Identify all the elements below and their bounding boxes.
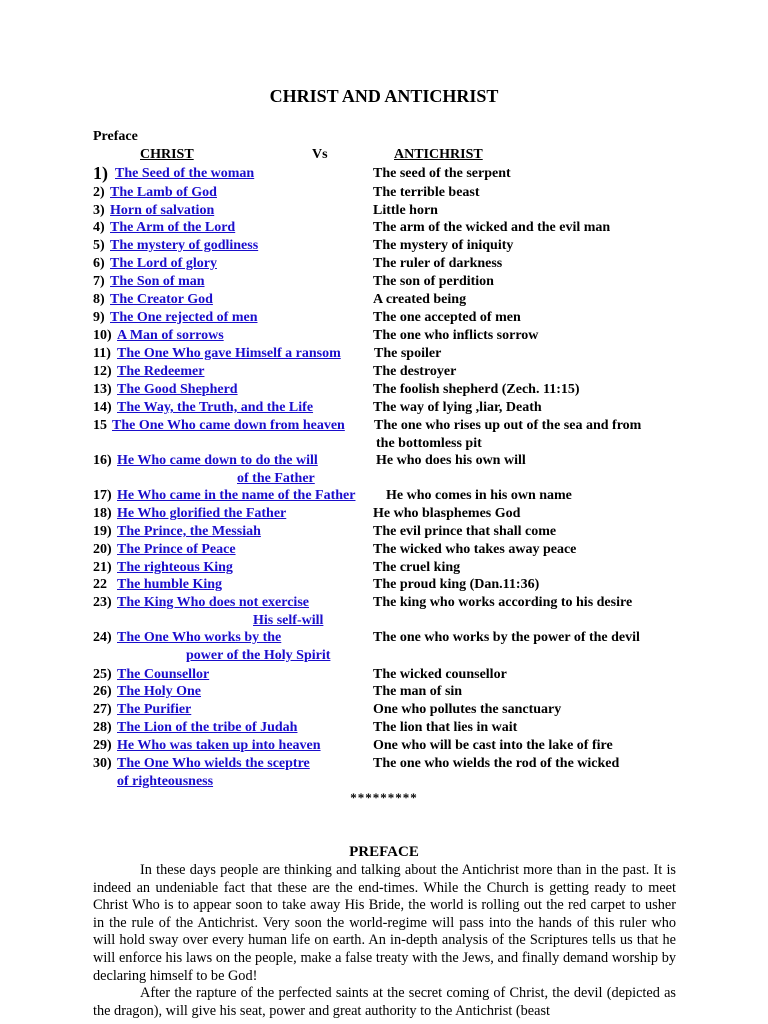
antichrist-title: The ruler of darkness [373,256,503,271]
antichrist-title: The arm of the wicked and the evil man [373,220,611,235]
christ-title-link[interactable]: The Lord of glory [110,256,217,271]
row-number: 27) [93,702,112,717]
antichrist-title: The wicked who takes away peace [373,542,577,557]
row-number: 11) [93,346,111,361]
preface-body [93,862,676,1020]
row-number: 17) [93,488,112,503]
row-number: 5) [93,238,105,253]
row-number: 28) [93,720,112,735]
row-number: 19) [93,524,112,539]
christ-title-link[interactable]: He Who was taken up into heaven [117,738,321,753]
antichrist-title: The son of perdition [373,274,494,289]
row-number: 1) [93,163,108,183]
christ-title-link[interactable]: His self-will [253,613,324,628]
christ-title-link[interactable]: of the Father [237,471,315,486]
christ-title-link[interactable]: The Son of man [110,274,205,289]
antichrist-title: The one who works by the power of the devil [373,630,640,645]
row-number: 21) [93,560,112,575]
christ-title-link[interactable]: The Prince, the Messiah [117,524,261,539]
christ-title-link[interactable]: He Who came down to do the will [117,453,318,468]
christ-title-link[interactable]: A Man of sorrows [117,328,224,343]
christ-title-link[interactable]: The Lion of the tribe of Judah [117,720,298,735]
christ-title-link[interactable]: The Good Shepherd [117,382,238,397]
row-number: 15 [93,418,107,433]
row-number: 25) [93,667,112,682]
row-number: 18) [93,506,112,521]
row-number: 26) [93,684,112,699]
row-number: 4) [93,220,105,235]
christ-title-link[interactable]: He Who glorified the Father [117,506,287,521]
preface-paragraph: In these days people are thinking and talking about the Antichrist more than in the past. It is indeed an undeniable fact that these are the end-times. While the Church is getting ready to meet Christ Who is to appear soon to take away His Bride, the world is rolling out the red carpet to usher in the rule of the Antichrist. Very soon the world-regime will pass into the hands of this ruler who will hold sway over every human life on earth. An in-depth analysis of the Scriptures tells us that he will enforce his laws on the people, make a false treaty with the Jews, and finally demand worship by declaring himself to be God! [93,862,676,984]
document-title: CHRIST AND ANTICHRIST [269,86,499,106]
christ-title-link[interactable]: The Way, the Truth, and the Life [117,400,314,415]
christ-title-link[interactable]: The One Who works by the [117,630,282,645]
antichrist-title: The one who wields the rod of the wicked [373,756,620,771]
antichrist-title: the bottomless pit [376,436,482,451]
christ-title-link[interactable]: The Counsellor [117,667,210,682]
row-number: 12) [93,364,112,379]
christ-title-link[interactable]: The humble King [117,577,223,592]
row-number: 13) [93,382,112,397]
christ-title-link[interactable]: The Seed of the woman [115,166,255,181]
christ-title-link[interactable]: The Lamb of God [110,185,217,200]
section-separator: ********* [350,790,418,805]
antichrist-title: The lion that lies in wait [373,720,518,735]
christ-title-link[interactable]: The Prince of Peace [117,542,236,557]
row-number: 10) [93,328,112,343]
antichrist-title: Little horn [373,203,438,218]
christ-title-link[interactable]: power of the Holy Spirit [186,648,331,663]
christ-title-link[interactable]: The One Who wields the sceptre [117,756,310,771]
antichrist-title: The seed of the serpent [373,166,511,181]
antichrist-title: The wicked counsellor [373,667,507,682]
christ-column-header: CHRIST [140,147,194,162]
antichrist-title: The evil prince that shall come [373,524,557,539]
row-number: 20) [93,542,112,557]
christ-title-link[interactable]: The One Who gave Himself a ransom [117,346,341,361]
antichrist-title: He who does his own will [376,453,526,468]
antichrist-title: The one who rises up out of the sea and from [374,418,642,433]
versus-label: Vs [312,147,328,162]
christ-title-link[interactable]: The One rejected of men [110,310,258,325]
antichrist-title: The destroyer [373,364,457,379]
christ-title-link[interactable]: The Arm of the Lord [110,220,236,235]
antichrist-title: The man of sin [373,684,463,699]
christ-title-link[interactable]: The Creator God [110,292,213,307]
antichrist-title: One who will be cast into the lake of fire [373,738,613,753]
christ-title-link[interactable]: The Redeemer [117,364,205,379]
row-number: 22 [93,577,107,592]
row-number: 30) [93,756,112,771]
row-number: 14) [93,400,112,415]
row-number: 7) [93,274,105,289]
antichrist-title: The proud king (Dan.11:36) [373,577,540,592]
preface-label: Preface [93,129,138,144]
christ-title-link[interactable]: The One Who came down from heaven [112,418,345,433]
row-number: 3) [93,203,105,218]
antichrist-title: The spoiler [374,346,442,361]
christ-title-link[interactable]: The righteous King [117,560,233,575]
antichrist-title: The way of lying ,liar, Death [373,400,542,415]
preface-paragraph: After the rapture of the perfected saints at the secret coming of Christ, the devil (depicted as the dragon), will give his seat, power and great authority to the Antichrist (beast [93,985,676,1019]
row-number: 2) [93,185,105,200]
antichrist-title: A created being [373,292,467,307]
antichrist-column-header: ANTICHRIST [394,147,483,162]
christ-title-link[interactable]: The Holy One [117,684,202,699]
antichrist-title: The terrible beast [373,185,480,200]
antichrist-title: He who comes in his own name [386,488,572,503]
row-number: 29) [93,738,112,753]
christ-title-link[interactable]: He Who came in the name of the Father [117,488,356,503]
christ-title-link[interactable]: The King Who does not exercise [117,595,309,610]
row-number: 6) [93,256,105,271]
row-number: 24) [93,630,112,645]
christ-title-link[interactable]: Horn of salvation [110,203,215,218]
antichrist-title: One who pollutes the sanctuary [373,702,562,717]
preface-title: PREFACE [349,844,419,860]
row-number: 9) [93,310,105,325]
christ-title-link[interactable]: The mystery of godliness [110,238,259,253]
antichrist-title: The one who inflicts sorrow [373,328,539,343]
row-number: 23) [93,595,112,610]
antichrist-title: The foolish shepherd (Zech. 11:15) [373,382,580,397]
row-number: 8) [93,292,105,307]
antichrist-title: The king who works according to his desire [373,595,633,610]
row-number: 16) [93,453,112,468]
antichrist-title: The one accepted of men [373,310,521,325]
antichrist-title: The mystery of iniquity [373,238,514,253]
christ-title-link[interactable]: The Purifier [117,702,192,717]
christ-title-link[interactable]: of righteousness [117,774,214,789]
antichrist-title: He who blasphemes God [373,506,521,521]
antichrist-title: The cruel king [373,560,461,575]
